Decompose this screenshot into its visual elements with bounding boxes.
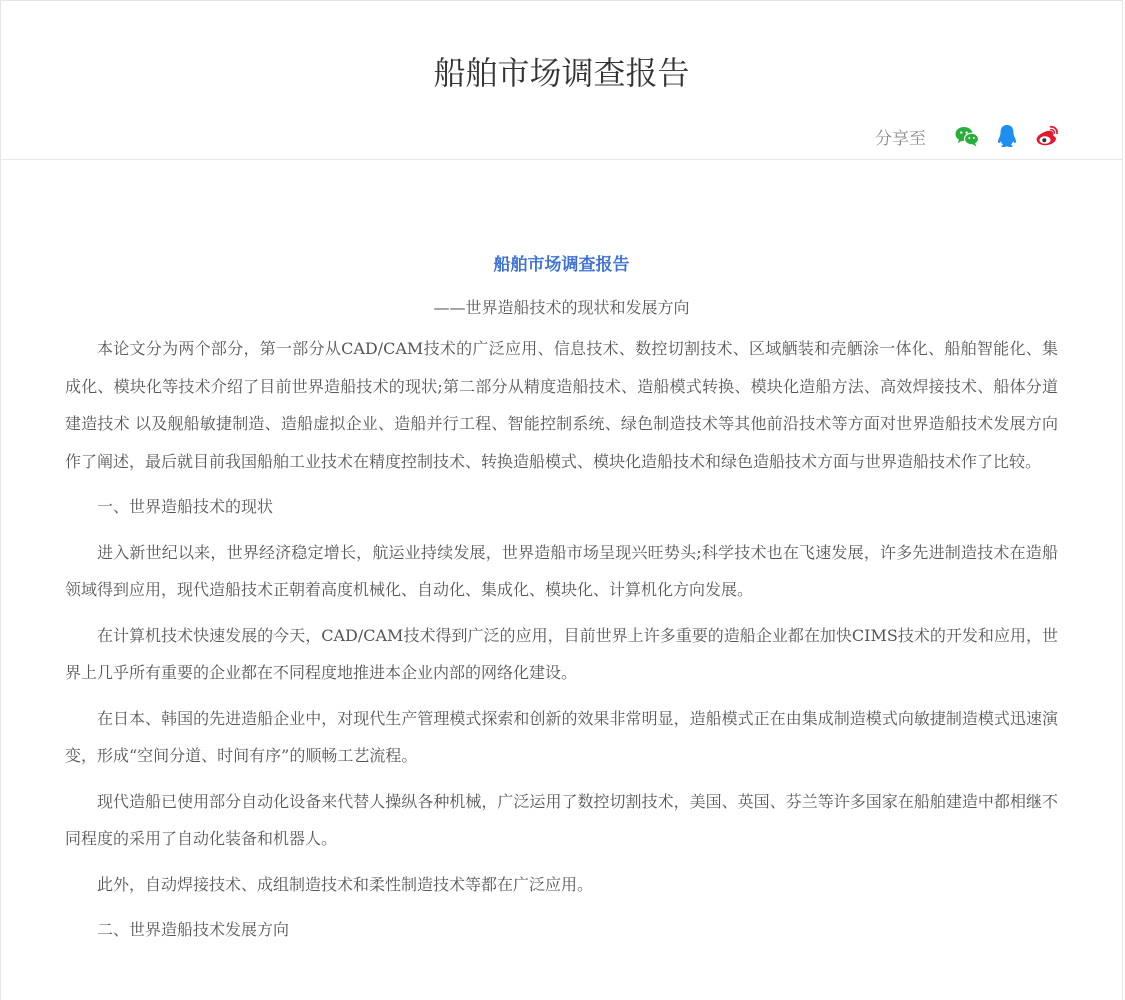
paragraph: 进入新世纪以来，世界经济稳定增长，航运业持续发展，世界造船市场呈现兴旺势头;科学技术也在飞速发展，许多先进制造技术在造船领域得到应用，现代造船技术正朝着高度机械化、自动化、集成化、模块化、计算机化方向发展。: [65, 542, 1058, 599]
document-subtitle: ——世界造船技术的现状和发展方向: [433, 298, 690, 317]
paragraph: 现代造船已使用部分自动化设备来代替人操纵各种机械，广泛运用了数控切割技术，美国、英国、芬兰等许多国家在船舶建造中都相继不同程度的采用了自动化装备和机器人。: [65, 791, 1058, 848]
paragraph: 此外，自动焊接技术、成组制造技术和柔性制造技术等都在广泛应用。: [97, 874, 594, 894]
paragraph: 在日本、韩国的先进造船企业中，对现代生产管理模式探索和创新的效果非常明显，造船模式正在由集成制造模式向敏捷制造模式迅速演变，形成“空间分道、时间有序”的顺畅工艺流程。: [65, 708, 1058, 765]
article-content: [1, 160, 1122, 949]
document-title: 船舶市场调查报告: [493, 255, 630, 275]
article-header: [1, 1, 1122, 160]
paragraph-abstract: 本论文分为两个部分，第一部分从CAD/CAM技术的广泛应用、信息技术、数控切割技术、区域舾装和壳舾涂一体化、船舶智能化、集成化、模块化等技术介绍了目前世界造船技术的现状;第二部分从精度造船技术、造船模式转换、模块化造船方法、高效焊接技术、船体分道建造技术 以及舰船敏捷制造、造船虚拟企业、造船并行工程、智能控制系统、绿色制造技术等其他前沿技术等方面对世界造船技术发展方向作了阐述，最后就目前我国船舶工业技术在精度控制技术、转换造船模式、模块化造船技术和绿色造船技术方面与世界造船技术作了比较。: [65, 339, 1058, 471]
share-bar: [875, 121, 1060, 151]
page-title: 船舶市场调查报告: [433, 54, 690, 92]
section-heading-2: 二、世界造船技术发展方向: [97, 920, 290, 939]
weibo-icon[interactable]: [1034, 123, 1060, 149]
paragraph: 在计算机技术快速发展的今天，CAD/CAM技术得到广泛的应用，目前世界上许多重要的造船企业都在加快CIMS技术的开发和应用，世界上几乎所有重要的企业都在不同程度地推进本企业内部的网络化建设。: [65, 625, 1058, 682]
section-heading-1: 一、世界造船技术的现状: [97, 497, 274, 516]
share-label: 分享至: [875, 128, 926, 149]
qq-icon[interactable]: [994, 123, 1020, 149]
wechat-icon[interactable]: [954, 123, 980, 149]
